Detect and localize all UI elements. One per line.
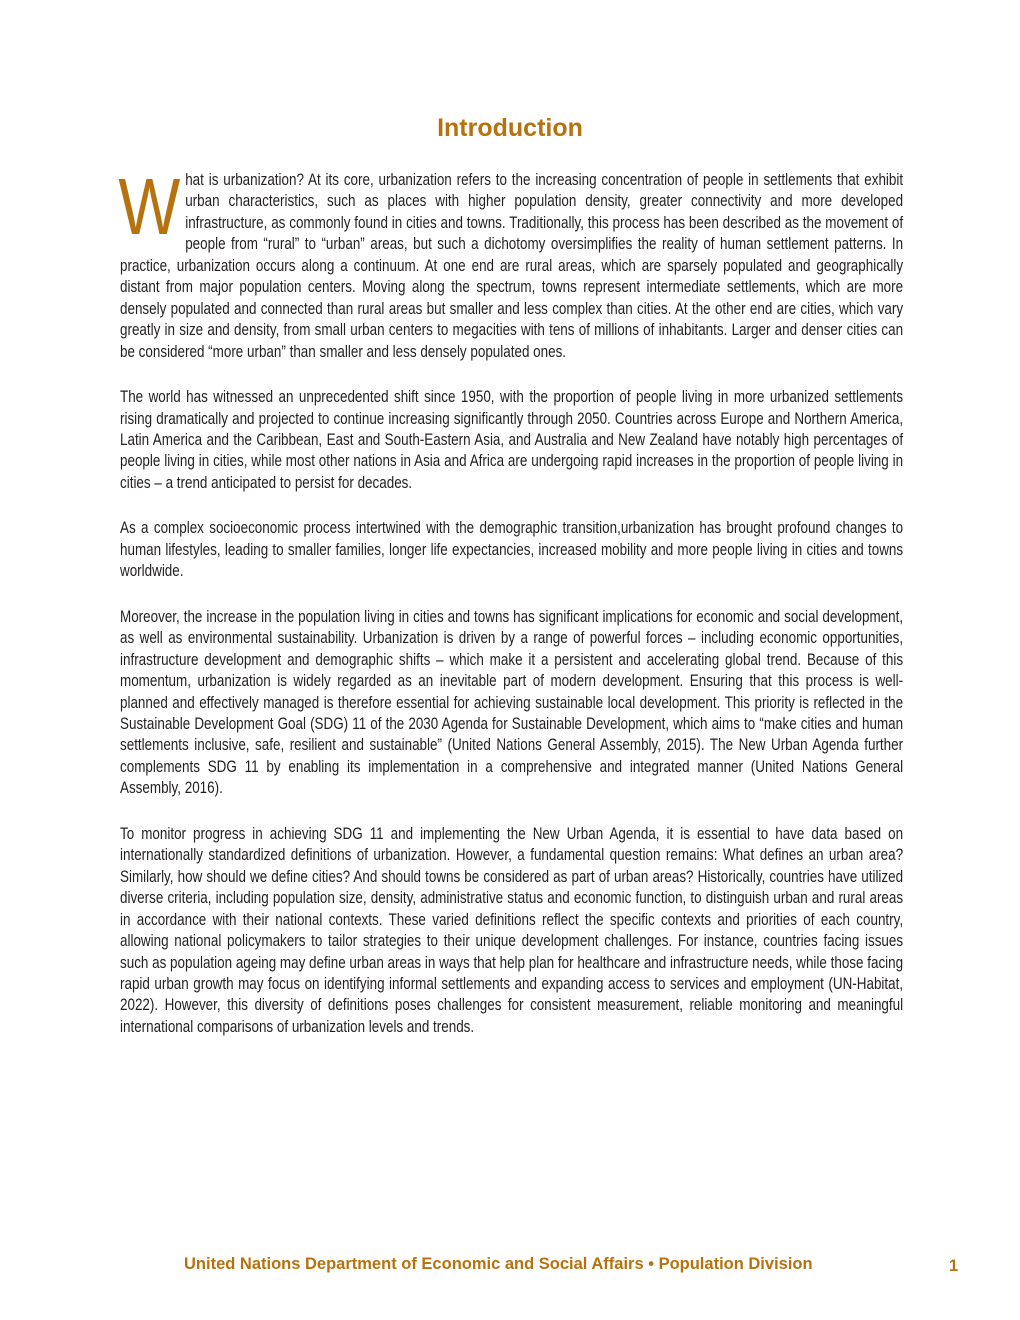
page-number: 1 [949,1257,959,1275]
paragraph: Moreover, the increase in the population living in cities and towns has significant implications for economic and social development, as well as environmental sustainability. Urbanization is driven by a range of powerful forces – including economic opportunities, infrastructure development and demographic shifts – which make it a persistent and accelerating global trend. Because of this momentum, urbanization is widely regarded as an inevitable part of modern development. Ensuring that this process is well-planned and effectively managed is therefore essential for achieving sustainable local development. This priority is reflected in the Sustainable Development Goal (SDG) 11 of the 2030 Agenda for Sustainable Development, which aims to “make cities and human settlements inclusive, safe, resilient and sustainable” (United Nations General Assembly, 2015). The New Urban Agenda further complements SDG 11 by enabling its implementation in a comprehensive and integrated manner (United Nations General Assembly, 2016). [120,607,904,798]
page-title: Introduction [437,114,583,142]
paragraph: To monitor progress in achieving SDG 11 and implementing the New Urban Agenda, it is essential to have data based on internationally standardized definitions of urbanization. However, a fundamental question remains: What defines an urban area? Similarly, how should we define cities? And should towns be considered as part of urban areas? Historically, countries have utilized diverse criteria, including population size, density, administrative status and economic function, to distinguish urban and rural areas in accordance with their national contexts. These varied definitions reflect the specific contexts and priorities of each country, allowing national policymakers to tailor strategies to their unique development challenges. For instance, countries facing issues such as population ageing may define urban areas in ways that help plan for healthcare and infrastructure needs, while those facing rapid urban growth may focus on identifying informal settlements and expanding access to services and employment (UN-Habitat, 2022). However, this diversity of definitions poses challenges for consistent measurement, reliable monitoring and meaningful international comparisons of urbanization levels and trends. [120,824,904,1036]
paragraph [118,162,904,363]
drop-cap: W [118,162,181,251]
footer-text: United Nations Department of Economic and Social Affairs • Population Division [184,1255,813,1273]
paragraph: As a complex socioeconomic process intertwined with the demographic transition,urbanization has brought profound changes to human lifestyles, leading to smaller families, longer life expectancies, increased mobility and more people living in cities and towns worldwide. [120,519,904,581]
body-text [118,162,904,1062]
paragraph: The world has witnessed an unprecedented shift since 1950, with the proportion of people living in more urbanized settlements rising dramatically and projected to continue increasing significantly through 2050. Countries across Europe and Northern America, Latin America and the Caribbean, East and South-Eastern Asia, and Australia and New Zealand have notably high percentages of people living in cities, while most other nations in Asia and Africa are undergoing rapid increases in the proportion of people living in cities – a trend anticipated to persist for decades. [120,388,904,492]
paragraph-text: hat is urbanization? At its core, urbanization refers to the increasing concentration of people in settlements that exhibit urban characteristics, such as places with higher population density, greater connectivity and more developed infrastructure, as commonly found in cities and towns. Traditionally, this process has been described as the movement of people from “rural” to “urban” areas, but such a dichotomy oversimplifies the reality of human settlement patterns. In practice, urbanization occurs along a continuum. At one end are rural areas, which are sparsely populated and geographically distant from major population centers. Moving along the spectrum, towns represent intermediate settlements, which are more densely populated and connected than rural areas but smaller and less complex than cities. At the other end are cities, which vary greatly in size and density, from small urban centers to megacities with tens of millions of inhabitants. Larger and denser cities can be considered “more urban” than smaller and less densely populated ones. [120,171,904,361]
